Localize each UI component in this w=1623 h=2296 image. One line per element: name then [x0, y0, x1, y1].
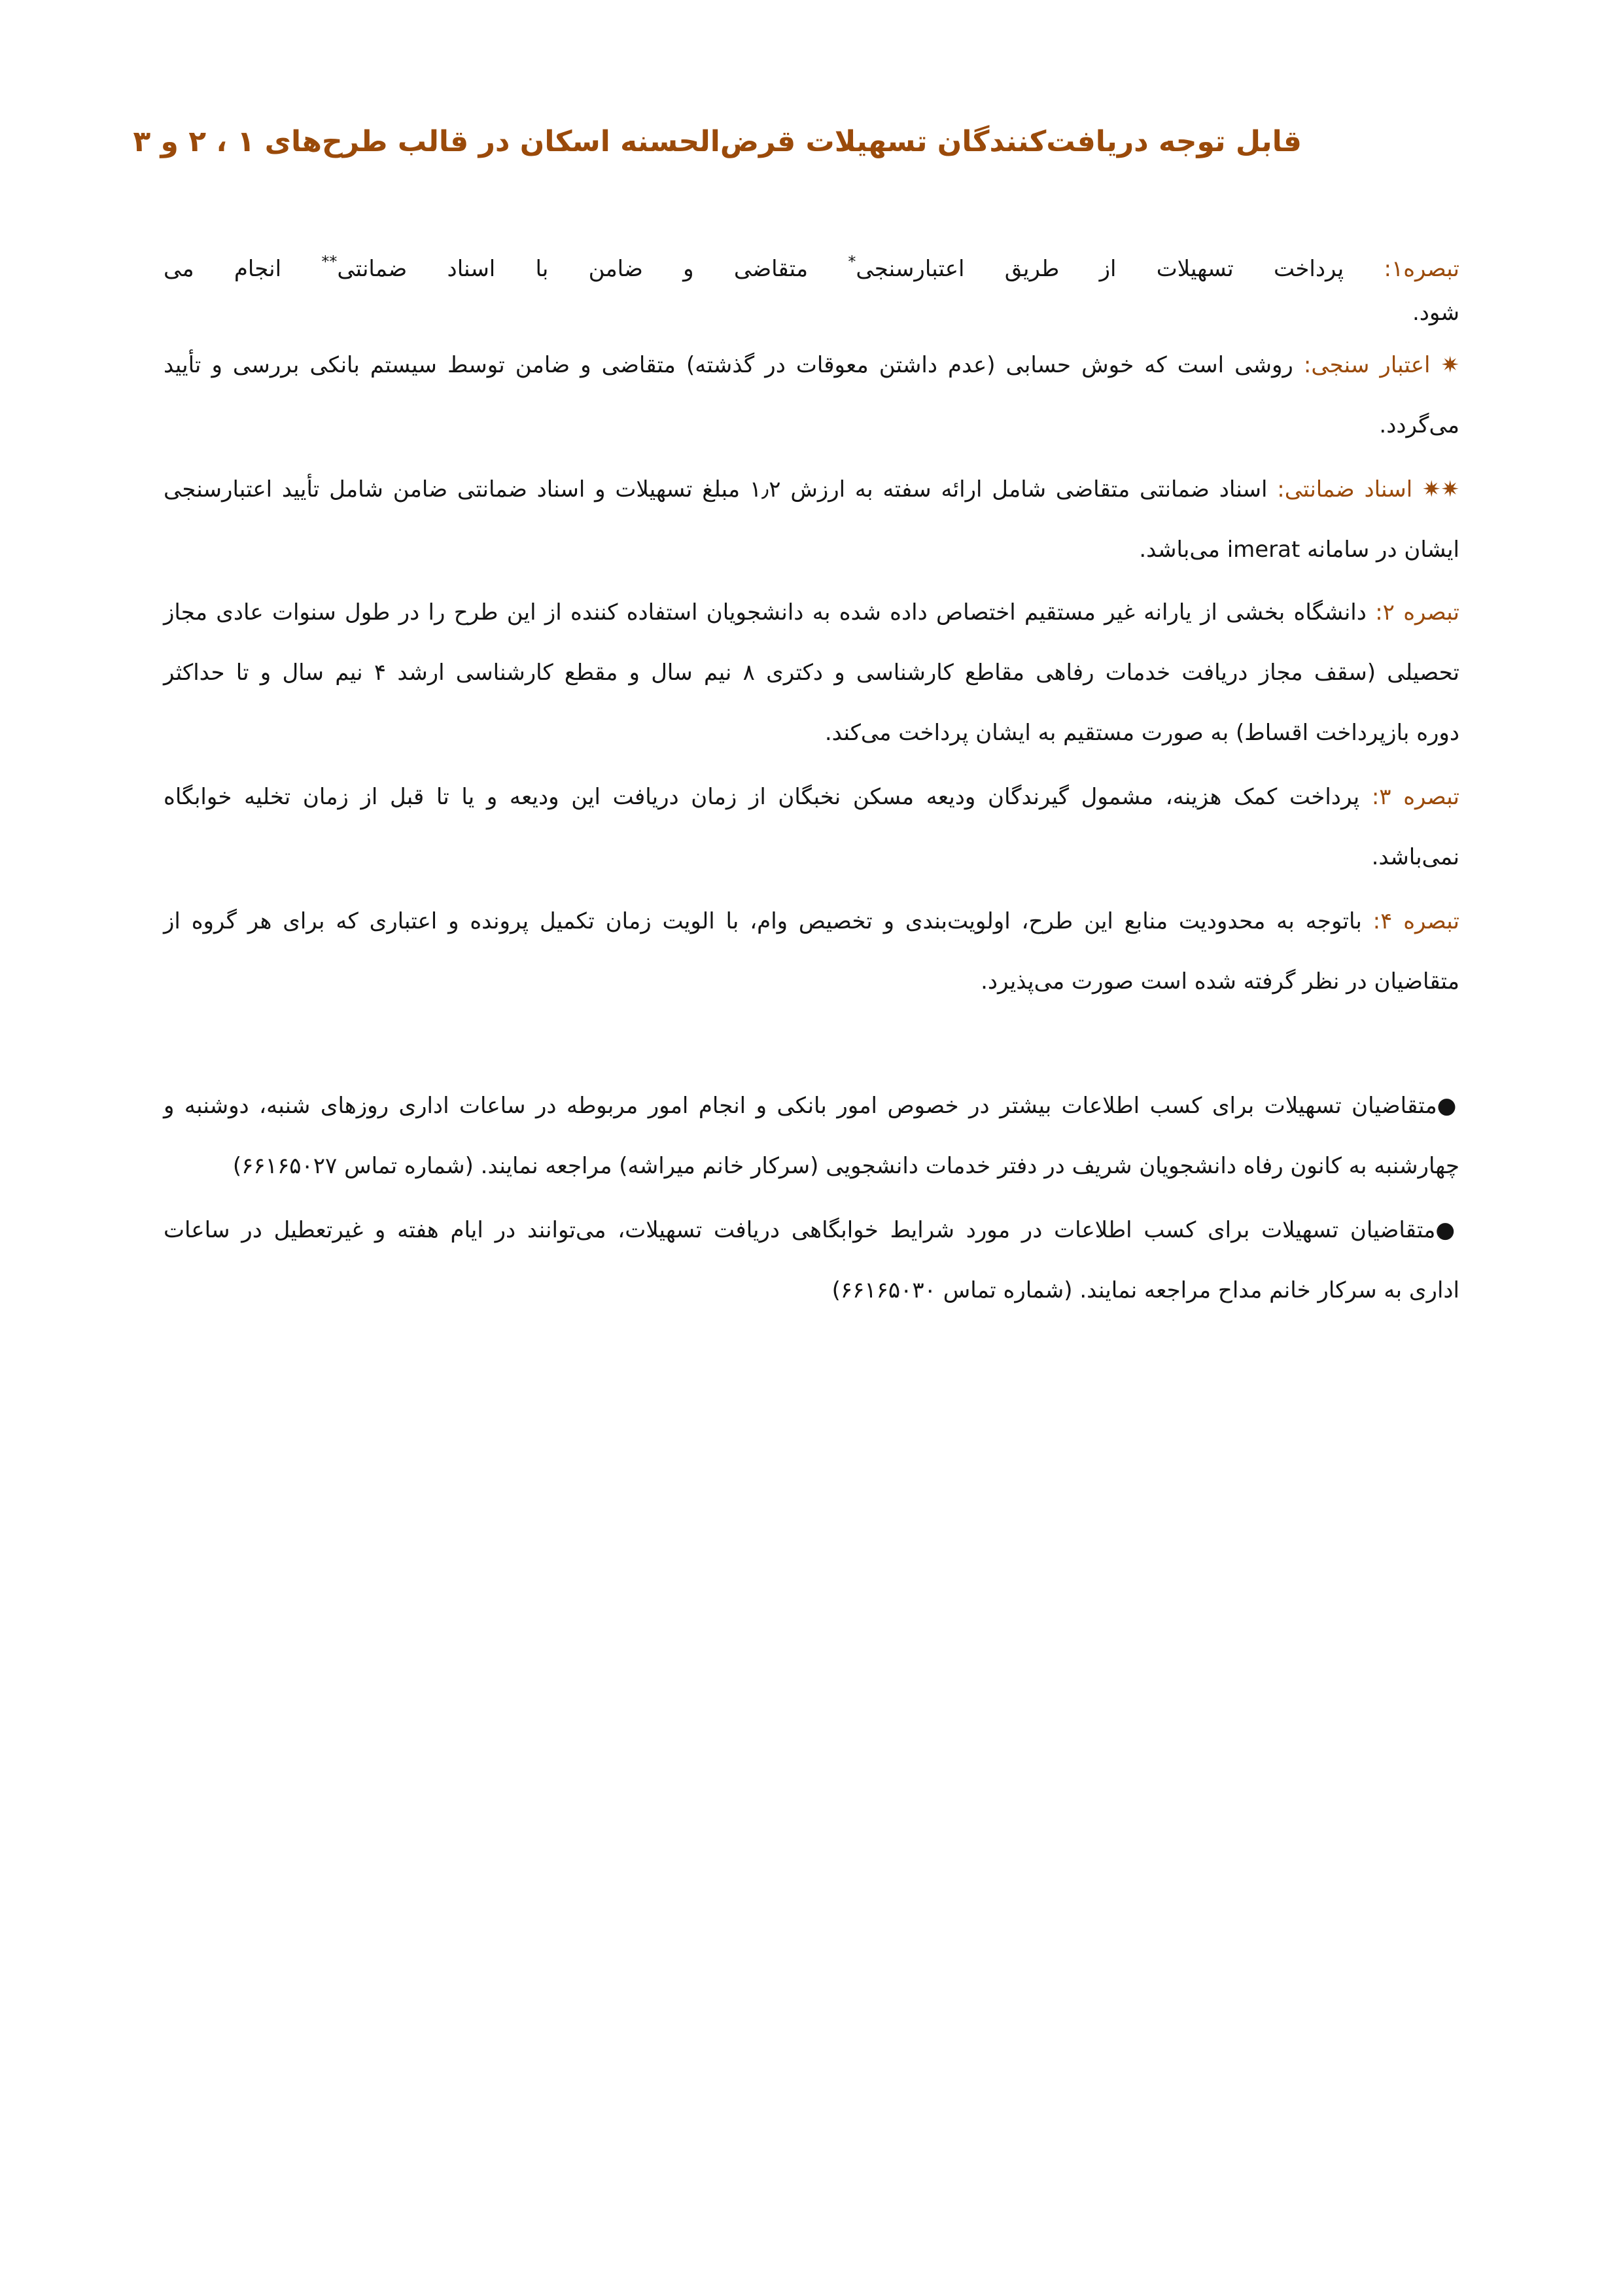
guarantee-line-1 — [164, 470, 1459, 509]
contact2-text-1: متقاضیان تسهیلات برای کسب اطلاعات در مورد شرایط خوابگاهی دریافت تسهیلات، می‌توانند در ایام هفته و غیرتعطیل در ساعات — [164, 1217, 1436, 1243]
note3-label: تبصره ۳: — [1371, 784, 1459, 810]
note2-text-1: دانشگاه بخشی از یارانه غیر مستقیم اختصاص داده شده به دانشجویان استفاده کننده از این طرح را در طول سنوات عادی مجاز — [164, 599, 1376, 626]
asterisk-icon: ✷ — [1440, 352, 1460, 378]
note3-line-1 — [164, 777, 1459, 817]
note1-sup-1: * — [848, 253, 856, 271]
note1-text-a: پرداخت تسهیلات از طریق اعتبارسنجی — [856, 256, 1384, 282]
credit-line-1 — [164, 345, 1459, 385]
note2-line-1 — [164, 593, 1459, 632]
guarantee-line-2 — [164, 530, 1459, 569]
note1-sup-2: ** — [321, 253, 338, 271]
page-title: قابل توجه دریافت‌کنندگان تسهیلات قرض‌الحسنه اسکان در قالب طرح‌های ۱ ، ۲ و ۳ — [133, 125, 1302, 158]
contact1-line-2: چهارشنبه به کانون رفاه دانشجویان شریف در دفتر خدمات دانشجویی (سرکار خانم میراشه) مراجعه نمایند. (شماره تماس ۶۶۱۶۵۰۲۷) — [232, 1153, 1459, 1179]
contact2-line-2: اداری به سرکار خانم مداح مراجعه نمایند. (شماره تماس ۶۶۱۶۵۰۳۰) — [831, 1277, 1459, 1303]
guarantee-text-1: اسناد ضمانتی متقاضی شامل ارائه سفته به ارزش ۱٫۲ مبلغ تسهیلات و اسناد ضمانتی ضامن شامل تأیید اعتبارسنجی — [164, 476, 1278, 503]
contact1-text-1: متقاضیان تسهیلات برای کسب اطلاعات بیشتر در خصوص امور بانکی و انجام امور مربوطه در ساعات اداری روزهای شنبه، دوشنبه و — [164, 1093, 1437, 1119]
guarantee-text-2a: ایشان در سامانه — [1300, 537, 1459, 563]
guarantee-label: اسناد ضمانتی: — [1277, 476, 1413, 503]
note1-text-b: متقاضی و ضامن با اسناد ضمانتی — [337, 256, 848, 282]
note1-line-2: شود. — [1412, 300, 1459, 326]
note4-label: تبصره ۴: — [1372, 908, 1459, 934]
note1-text-c: انجام می — [164, 256, 322, 282]
note4-line-1 — [164, 902, 1459, 941]
imerat-system-name: imerat — [1227, 537, 1300, 563]
contact2-line-1 — [164, 1210, 1459, 1250]
credit-text-1: روشی است که خوش حسابی (عدم داشتن معوقات در گذشته) متقاضی و ضامن توسط سیستم بانکی بررسی و تأیید — [164, 352, 1304, 378]
note4-text-1: باتوجه به محدودیت منابع این طرح، اولویت‌بندی و تخصیص وام، با الویت زمان تکمیل پرونده و اعتباری که برای هر گروه از — [164, 908, 1373, 934]
credit-label: اعتبار سنجی: — [1303, 352, 1431, 378]
credit-line-2: می‌گردد. — [1379, 412, 1459, 438]
contact1-line-1 — [164, 1086, 1459, 1125]
note1-label: تبصره۱: — [1384, 256, 1460, 282]
note2-label: تبصره ۲: — [1375, 599, 1460, 626]
bullet-icon: ● — [1437, 1093, 1459, 1119]
note3-line-2: نمی‌باشد. — [1371, 844, 1459, 870]
note2-line-3: دوره بازپرداخت اقساط) به صورت مستقیم به ایشان پرداخت می‌کند. — [824, 720, 1459, 746]
guarantee-text-2b: می‌باشد. — [1139, 537, 1227, 563]
bullet-icon: ● — [1435, 1217, 1459, 1243]
double-asterisk-icon: ✷✷ — [1422, 476, 1459, 503]
note2-line-2: تحصیلی (سقف مجاز دریافت خدمات رفاهی مقاطع کارشناسی و دکتری ۸ نیم سال و مقطع کارشناسی ارشد ۴ نیم سال و تا حداکثر — [164, 660, 1459, 686]
note4-line-2: متقاضیان در نظر گرفته شده است صورت می‌پذیرد. — [981, 968, 1459, 995]
note3-text-1: پرداخت کمک هزینه، مشمول گیرندگان ودیعه مسکن نخبگان از زمان دریافت این ودیعه و یا تا قبل از زمان تخلیه خوابگاه — [164, 784, 1372, 810]
note1-line-1 — [164, 242, 1459, 289]
